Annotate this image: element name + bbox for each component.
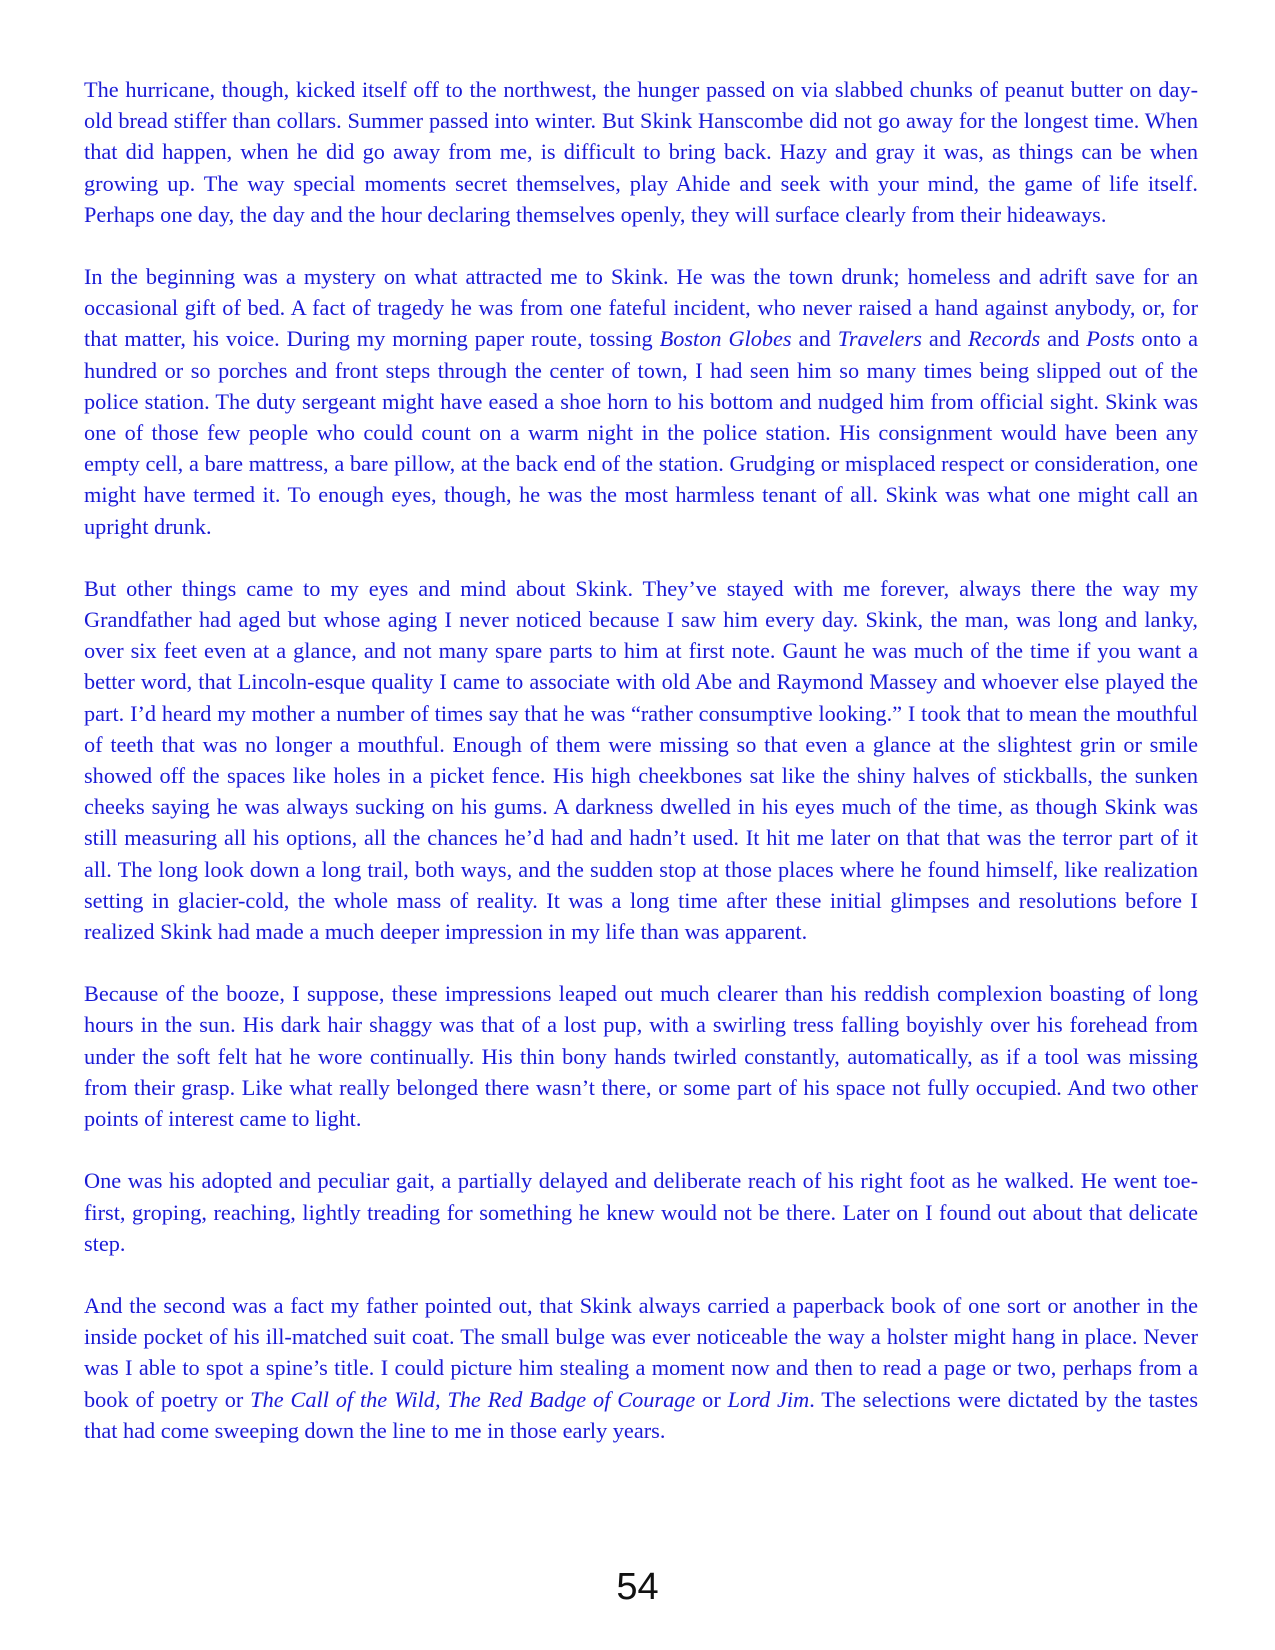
italic-title: Boston Globes bbox=[659, 326, 792, 352]
text-run: and bbox=[791, 326, 838, 352]
text-run: Because of the booze, I suppose, these impressions leaped out much clearer than his reddish complexion boasting of long hours in the sun. His dark hair shaggy was that of a lost pup, with a swirling tress falling boyishly over his forehead from under the soft felt hat he wore continually. His thin bony hands twirled constantly, automatically, as if a tool was missing from their grasp. Like what really belonged there wasn’t there, or some part of his space not fully occupied. And two other points of interest came to light. bbox=[84, 981, 1198, 1132]
text-run: One was his adopted and peculiar gait, a partially delayed and deliberate reach of his right foot as he walked. He went toe-first, groping, reaching, lightly treading for something he knew would not be there. Later on I found out about that delicate step. bbox=[84, 1168, 1198, 1256]
text-run: And the second was a fact my father pointed out, that Skink always carried a paperback book of one sort or another in the inside pocket of his ill-matched suit coat. The small bulge was ever noticeable the way a holster might hang in place. Never was I able to spot a spine’s title. I could picture him stealing a moment now and then to read a page or two, perhaps from a book of poetry or bbox=[84, 1292, 1198, 1412]
page-number: 54 bbox=[616, 1566, 659, 1608]
text-run: or bbox=[695, 1386, 728, 1412]
italic-title: The Call of the Wild, The Red Badge of Courage bbox=[250, 1386, 696, 1412]
paragraph-3 bbox=[84, 573, 1198, 947]
italic-title: Posts bbox=[1086, 326, 1135, 352]
paragraph-2 bbox=[84, 261, 1198, 542]
text-run: The hurricane, though, kicked itself off to the northwest, the hunger passed on via slabbed chunks of peanut butter on day-old bread stiffer than collars. Summer passed into winter. But Skink Hanscombe did not go away for the longest time. When that did happen, when he did go away from me, is difficult to bring back. Hazy and gray it was, as things can be when growing up. The way special moments secret themselves, play Ahide and seek with your mind, the game of life itself. Perhaps one day, the day and the hour declaring themselves openly, they will surface clearly from their hideaways. bbox=[84, 77, 1198, 227]
italic-title: Lord Jim bbox=[727, 1386, 810, 1412]
paragraph-4 bbox=[84, 978, 1198, 1134]
text-run: and bbox=[1040, 326, 1087, 352]
italic-title: Travelers bbox=[837, 326, 922, 352]
paragraph-1 bbox=[84, 74, 1198, 230]
text-run: But other things came to my eyes and mind about Skink. They’ve stayed with me forever, always there the way my Grandfather had aged but whose aging I never noticed because I saw him every day. Skink, the man, was long and lanky, over six feet even at a glance, and not many spare parts to him at first note. Gaunt he was much of the time if you want a better word, that Lincoln-esque quality I came to associate with old Abe and Raymond Massey and whoever else played the part. I’d heard my mother a number of times say that he was “rather consumptive looking.” I took that to mean the mouthful of teeth that was no longer a mouthful. Enough of them were missing so that even a glance at the slightest grin or smile showed off the spaces like holes in a picket fence. His high cheekbones sat like the shiny halves of stickballs, the sunken cheeks saying he was always sucking on his gums. A darkness dwelled in his eyes much of the time, as though Skink was still measuring all his options, all the chances he’d had and hadn’t used. It hit me later on that that was the terror part of it all. The long look down a long trail, both ways, and the sudden stop at those places where he found himself, like realization setting in glacier-cold, the whole mass of reality. It was a long time after these initial glimpses and resolutions before I realized Skink had made a much deeper impression in my life than was apparent. bbox=[84, 575, 1198, 945]
text-run: In the beginning was a mystery on what attracted me to Skink. He was the town drunk; homeless and adrift save for an occasional gift of bed. A fact of tragedy he was from one fateful incident, who never raised a hand against anybody, or, for that matter, his voice. During my morning paper route, tossing bbox=[84, 264, 1198, 352]
text-run: . The selections were dictated by the tastes that had come sweeping down the line to me in those early years. bbox=[84, 1386, 1199, 1443]
paragraph-6 bbox=[84, 1290, 1198, 1446]
document-body bbox=[84, 74, 1198, 1477]
paragraph-5 bbox=[84, 1165, 1198, 1259]
text-run: and bbox=[921, 326, 968, 352]
text-run: onto a hundred or so porches and front steps through the center of town, I had seen him so many times being slipped out of the police station. The duty sergeant might have eased a shoe horn to his bottom and nudged him from official sight. Skink was one of those few people who could count on a warm night in the police station. His consignment would have been any empty cell, a bare mattress, a bare pillow, at the back end of the station. Grudging or misplaced respect or consideration, one might have termed it. To enough eyes, though, he was the most harmless tenant of all. Skink was what one might call an upright drunk. bbox=[84, 326, 1199, 539]
italic-title: Records bbox=[967, 326, 1041, 352]
